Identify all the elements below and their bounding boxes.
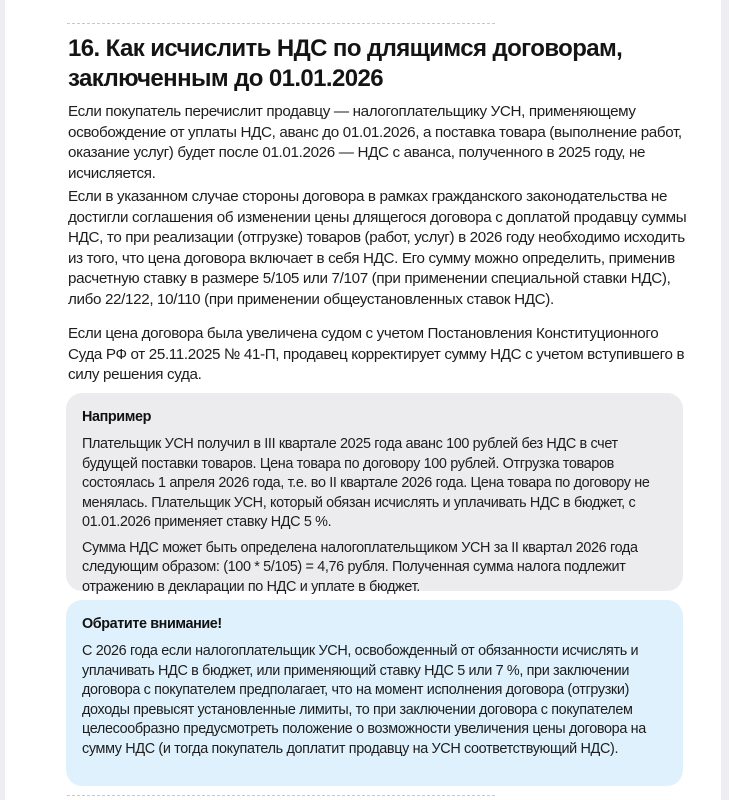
paragraph-court-decision: Если цена договора была увеличена судом с учетом Постановления Конституционного Суда РФ от 25.11.2025 № 41-П, продавец корректирует сумму НДС с учетом вступившего в силу решения суда. bbox=[68, 325, 685, 384]
top-divider bbox=[67, 23, 495, 24]
notice-box bbox=[66, 600, 683, 786]
notice-title: Обратите внимание! bbox=[82, 616, 222, 632]
paragraph-price-includes-vat: Если в указанном случае стороны договора в рамках гражданского законодательства не достигли соглашения об изменении цены длящегося договора с доплатой продавцу суммы НДС, то при реализации (отгрузке) товаров (работ, услуг) в 2026 году необходимо исходить из того, что цена договора включает в себя НДС. Его сумму можно определить, применив расчетную ставку в размере 5/105 или 7/107 (при применении специальной ставки НДС), либо 22/122, 10/110 (при применении общеустановленных ставок НДС). bbox=[68, 188, 687, 308]
example-paragraph: Плательщик УСН получил в III квартале 2025 года аванс 100 рублей без НДС в счет будущей поставки товаров. Цена товара по договору 100 рублей. Отгрузка товаров состоялась 1 апреля 2026 года, т.е. во II квартале 2026 года. Цена товара по договору не менялась. Плательщик УСН, который обязан исчислять и уплачивать НДС в бюджет, с 01.01.2026 применяет ставку НДС 5 %. bbox=[82, 436, 650, 530]
notice-paragraph: С 2026 года если налогоплательщик УСН, освобожденный от обязанности исчислять и уплачивать НДС в бюджет, или применяющий ставку НДС 5 или 7 %, при заключении договора с покупателем предполагает, что на момент исполнения договора (отгрузки) доходы превысят установленные лимиты, то при заключении договора с покупателем целесообразно предусмотреть положение о возможности увеличения цены договора на сумму НДС (и тогда покупатель доплатит продавцу на УСН соответствующий НДС). bbox=[82, 643, 646, 757]
example-paragraph: Сумма НДС может быть определена налогоплательщиком УСН за II квартал 2026 года следующим образом: (100 * 5/105) = 4,76 рубля. Полученная сумма налога подлежит отражению в декларации по НДС и уплате в бюджет. bbox=[82, 539, 638, 595]
bottom-divider bbox=[67, 795, 495, 796]
example-title: Например bbox=[82, 409, 151, 425]
paragraph-advance: Если покупатель перечислит продавцу — налогоплательщику УСН, применяющему освобождение от уплаты НДС, аванс до 01.01.2026, а поставка товара (выполнение работ, оказание услуг) будет после 01.01.2026 — НДС с аванса, полученного в 2025 году, не исчисляется. bbox=[68, 103, 682, 182]
document-page bbox=[5, 0, 721, 800]
example-box bbox=[66, 393, 683, 595]
section-title: 16. Как исчислить НДС по длящимся договорам, заключенным до 01.01.2026 bbox=[68, 35, 623, 92]
